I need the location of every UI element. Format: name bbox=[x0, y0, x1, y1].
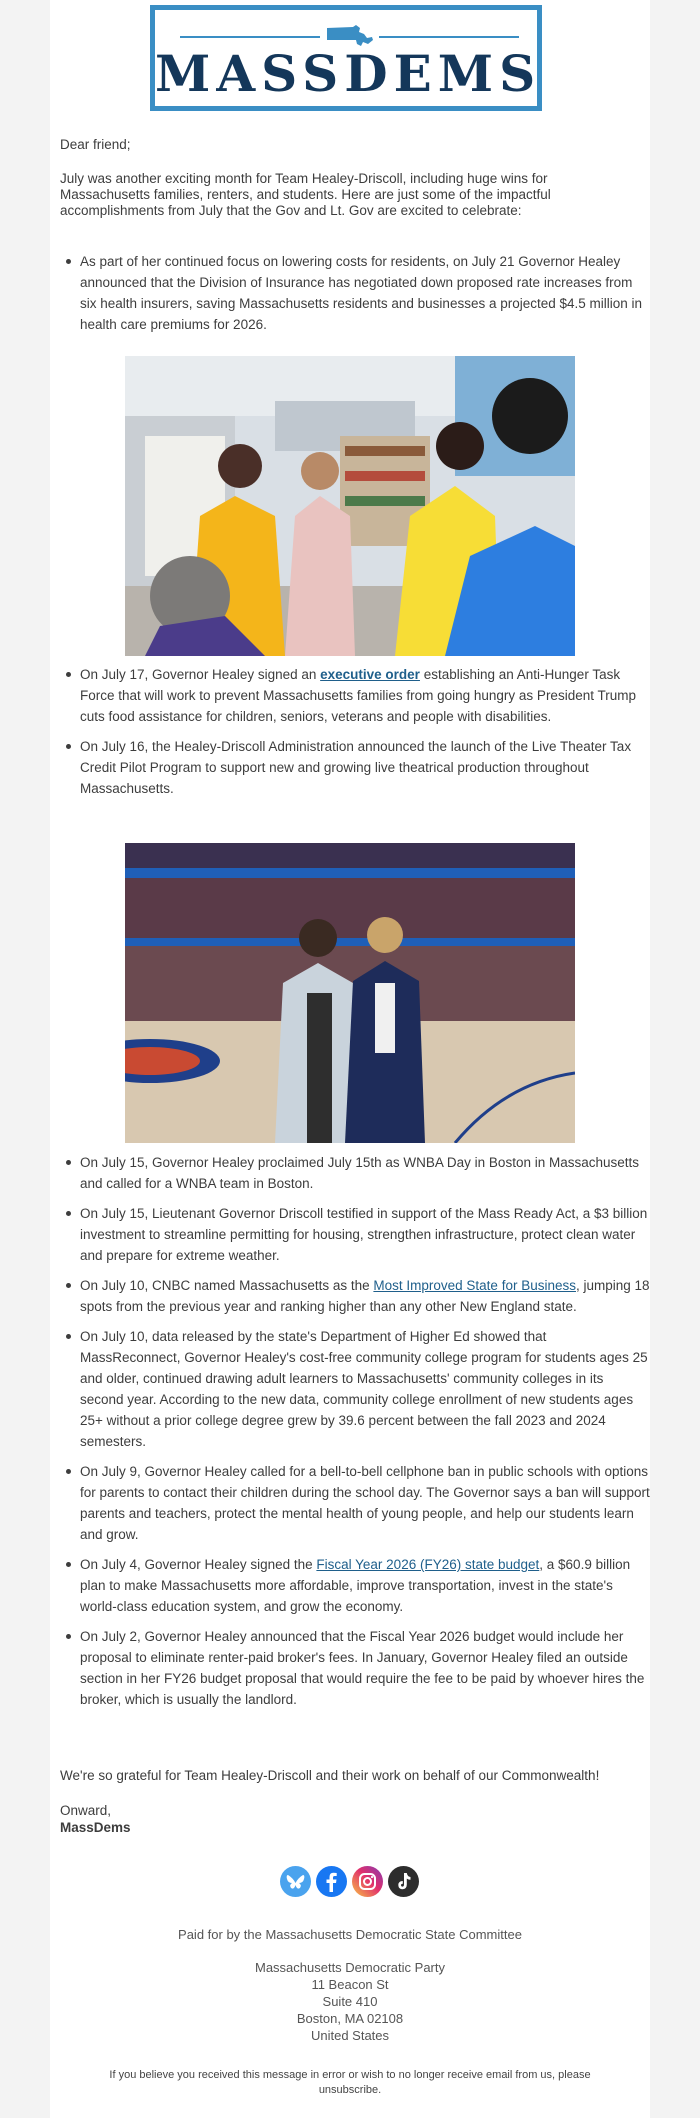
bullet-text: , jumping 18 spots from the previous year and ranking higher than any other New England state. bbox=[80, 1278, 650, 1314]
photo-wnba-arena bbox=[125, 843, 575, 1143]
paid-for-disclaimer: Paid for by the Massachusetts Democratic State Committee bbox=[178, 1927, 522, 1942]
greeting: Dear friend; bbox=[60, 137, 131, 152]
signoff: Onward, bbox=[60, 1803, 112, 1818]
massdems-logo[interactable] bbox=[150, 5, 542, 111]
bullet-text: establishing an Anti-Hunger Task Force that will work to prevent Massachusetts families from going hungry as President Trump cuts food assistance for children, seniors, veterans and people with disabilities. bbox=[80, 667, 636, 724]
list-item bbox=[60, 664, 650, 727]
list-item: As part of her continued focus on lowering costs for residents, on July 21 Governor Healey announced that the Division of Insurance has negotiated down proposed rate increases from six health insurers, saving Massachusetts residents and businesses a projected $4.5 million in health care premiums for 2026. bbox=[60, 251, 650, 335]
bullet-list-3 bbox=[60, 1152, 650, 1710]
list-item: On July 9, Governor Healey called for a bell-to-bell cellphone ban in public schools with options for parents to contact their children during the school day. The Governor says a ban will support parents and teachers, protect the mental health of young people, and help our students learn and grow. bbox=[60, 1461, 650, 1545]
logo-rule-left bbox=[180, 36, 320, 38]
address-org: Massachusetts Democratic Party bbox=[254, 1960, 445, 1975]
bullet-text: On July 10, CNBC named Massachusetts as the bbox=[80, 1278, 374, 1293]
intro-paragraph: July was another exciting month for Team Healey-Driscoll, including huge wins for Massachusetts families, renters, and students. Here are just some of the impactful accomplishments from July that the Gov and Lt. Gov are excited to celebrate: bbox=[60, 171, 551, 218]
email-container bbox=[50, 0, 650, 2118]
unsubscribe-link[interactable]: unsubscribe. bbox=[318, 2084, 382, 2096]
address-suite: Suite 410 bbox=[322, 1994, 378, 2009]
unsubscribe-notice: If you believe you received this message in error or wish to no longer receive email from us, please bbox=[109, 2069, 591, 2081]
bullet-list-2 bbox=[60, 664, 650, 799]
list-item: On July 2, Governor Healey announced that the Fiscal Year 2026 budget would include her proposal to eliminate renter-paid broker's fees. In January, Governor Healey filed an outside section in her FY26 budget proposal that would require the fee to be paid by whoever hires the broker, which is usually the landlord. bbox=[60, 1626, 650, 1710]
executive-order-link[interactable]: executive order bbox=[320, 667, 420, 682]
food-pantry-photo-illustration bbox=[125, 356, 575, 656]
bullet-text: , a $60.9 billion plan to make Massachusetts more affordable, improve transportation, invest in the state's world-class education system, and grow the economy. bbox=[80, 1557, 631, 1614]
list-item: On July 16, the Healey-Driscoll Administration announced the launch of the Live Theater Tax Credit Pilot Program to support new and growing live theatrical production throughout Massachusetts. bbox=[60, 736, 650, 799]
photo-food-pantry bbox=[125, 356, 575, 656]
social-links bbox=[280, 1866, 420, 1898]
signature: MassDems bbox=[60, 1820, 131, 1835]
unsubscribe-line bbox=[70, 2083, 630, 2097]
address-country: United States bbox=[310, 2028, 390, 2043]
list-item: On July 10, data released by the state's Department of Higher Ed showed that MassReconnect, Governor Healey's cost-free community college program for students ages 25 and older, continued drawing adult learners to Massachusetts' community colleges in its second year. According to the new data, community college enrollment of new students ages 25+ without a prior college degree grew by 39.6 percent between the fall 2023 and 2024 semesters. bbox=[60, 1326, 650, 1452]
instagram-icon[interactable] bbox=[352, 1866, 383, 1897]
most-improved-state-link[interactable]: Most Improved State for Business bbox=[373, 1278, 576, 1293]
bullet-text: On July 4, Governor Healey signed the bbox=[80, 1557, 317, 1572]
list-item bbox=[60, 1275, 650, 1317]
fy26-budget-link[interactable]: Fiscal Year 2026 (FY26) state budget bbox=[316, 1557, 540, 1572]
facebook-icon[interactable] bbox=[316, 1866, 347, 1897]
wnba-arena-photo-illustration bbox=[125, 843, 575, 1143]
list-item bbox=[60, 1554, 650, 1617]
address-city: Boston, MA 02108 bbox=[296, 2011, 404, 2026]
bluesky-icon[interactable] bbox=[280, 1866, 311, 1897]
logo-rule-right bbox=[379, 36, 519, 38]
list-item: On July 15, Lieutenant Governor Driscoll testified in support of the Mass Ready Act, a $3 billion investment to streamline permitting for housing, strengthen infrastructure, protect clean water and prepare for extreme weather. bbox=[60, 1203, 650, 1266]
address-street: 11 Beacon St bbox=[311, 1977, 389, 1992]
bullet-text: On July 17, Governor Healey signed an bbox=[80, 667, 321, 682]
tiktok-icon[interactable] bbox=[388, 1866, 419, 1897]
logo-wordmark: MASSDEMS bbox=[155, 44, 542, 103]
bullet-list-1 bbox=[60, 251, 650, 335]
closing-line: We're so grateful for Team Healey-Driscoll and their work on behalf of our Commonwealth! bbox=[60, 1768, 600, 1783]
list-item: On July 15, Governor Healey proclaimed July 15th as WNBA Day in Boston in Massachusetts and called for a WNBA team in Boston. bbox=[60, 1152, 650, 1194]
